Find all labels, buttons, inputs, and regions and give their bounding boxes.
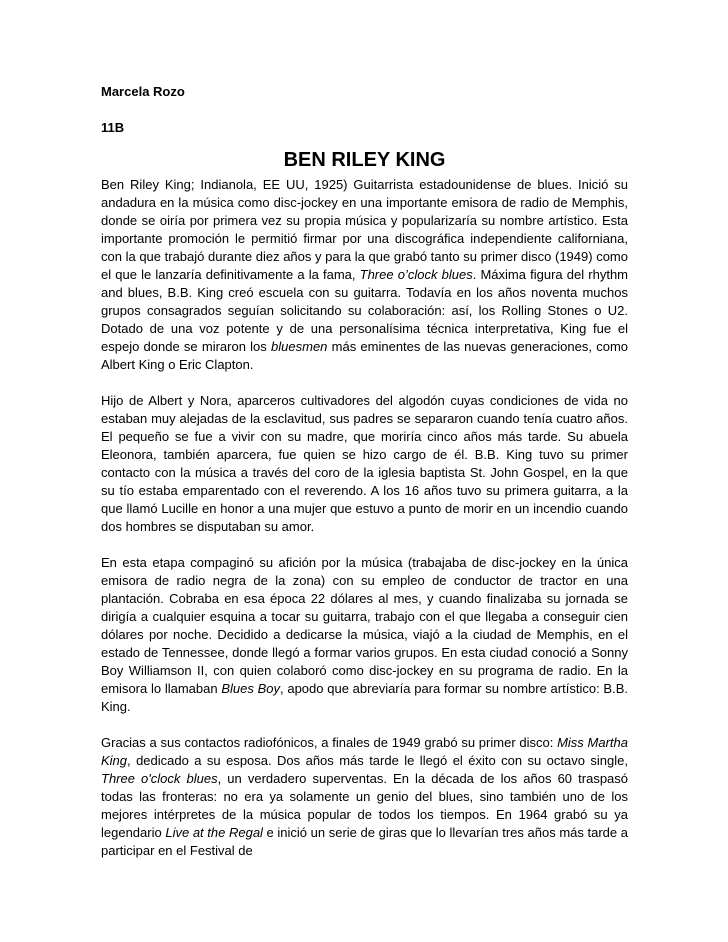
text-run: . Máxima figura del rhythm and blues, B.B. King creó escuela con su guitarra. Todavía en los años noventa muchos grupos consagrados seguían solicitando su colaboración: así, los Rolling Stones o U2. Dotado de una voz potente y de una personalísima técnica interpretativa, King fue el espejo donde se miraron los <box>101 267 629 354</box>
text-run: más eminentes de las nuevas generaciones, como Albert King o Eric Clapton. <box>101 339 629 372</box>
body-paragraph <box>101 176 628 374</box>
italic-text: Three o’clock blues <box>359 267 473 282</box>
text-run: e inició un serie de giras que lo llevarían tres años más tarde a participar en el Festival de <box>101 825 628 858</box>
author-name: Marcela Rozo <box>101 84 185 99</box>
document-page <box>101 84 628 878</box>
text-run: Hijo de Albert y Nora, aparceros cultivadores del algodón cuyas condiciones de vida no estaban muy alejadas de la esclavitud, sus padres se separaron cuando tenía cuatro años. El pequeño se fue a vivir con su madre, que moriría cinco años más tarde. Su abuela Eleonora, también aparcera, fue quien se hizo cargo de él. B.B. King tuvo su primer contacto con la música a través del coro de la iglesia baptista St. John Gospel, en la que su tío estaba emparentado con el reverendo. A los 16 años tuvo su primera guitarra, a la que llamó Lucille en honor a una mujer que estuvo a punto de morir en un incendio cuando dos hombres se disputaban su amor. <box>101 393 628 534</box>
text-run: , apodo que abreviaría para formar su nombre artístico: B.B. King. <box>101 681 628 714</box>
italic-text: Blues Boy <box>221 681 280 696</box>
italic-text: Three o'clock blues <box>101 771 218 786</box>
body-paragraph <box>101 554 628 716</box>
italic-text: Live at the Regal <box>165 825 263 840</box>
text-run: , dedicado a su esposa. Dos años más tarde le llegó el éxito con su octavo single, <box>127 753 628 768</box>
body-paragraph <box>101 734 628 860</box>
document-title: BEN RILEY KING <box>283 149 446 171</box>
body-text <box>101 176 628 860</box>
body-paragraph <box>101 392 628 536</box>
grade-label: 11B <box>101 120 125 135</box>
italic-text: Miss Martha King <box>101 735 628 768</box>
text-run: , un verdadero superventas. En la década de los años 60 traspasó todas las fronteras: no era ya solamente un genio del blues, sino también uno de los mejores intérpretes de la música popular de todos los tiempos. En 1964 grabó su ya legendario <box>101 771 629 840</box>
text-run: En esta etapa compaginó su afición por la música (trabajaba de disc-jockey en la única emisora de radio negra de la zona) con su empleo de conductor de tractor en una plantación. Cobraba en esa época 22 dólares al mes, y cuando finalizaba su jornada se dirigía a cualquier esquina a tocar su guitarra, trabajo con el que llegaba a conseguir cien dólares por noche. Decidido a dedicarse la música, viajó a la ciudad de Memphis, en el estado de Tennessee, donde llegó a formar varios grupos. En esta ciudad conoció a Sonny Boy Williamson II, con quien colaboró como disc-jockey en su programa de radio. En la emisora lo llamaban <box>101 555 628 696</box>
text-run: Ben Riley King; Indianola, EE UU, 1925) Guitarrista estadounidense de blues. Inició su andadura en la música como disc-jockey en una importante emisora de radio de Memphis, donde se oiría por primera vez su propia música y popularizaría su nombre artístico. Esta importante promoción le permitió firmar por una discográfica independiente californiana, con la que trabajó durante diez años y para la que grabó tanto su primer disco (1949) como el que le lanzaría definitivamente a la fama, <box>101 177 628 282</box>
italic-text: bluesmen <box>271 339 328 354</box>
text-run: Gracias a sus contactos radiofónicos, a finales de 1949 grabó su primer disco: <box>101 735 558 750</box>
